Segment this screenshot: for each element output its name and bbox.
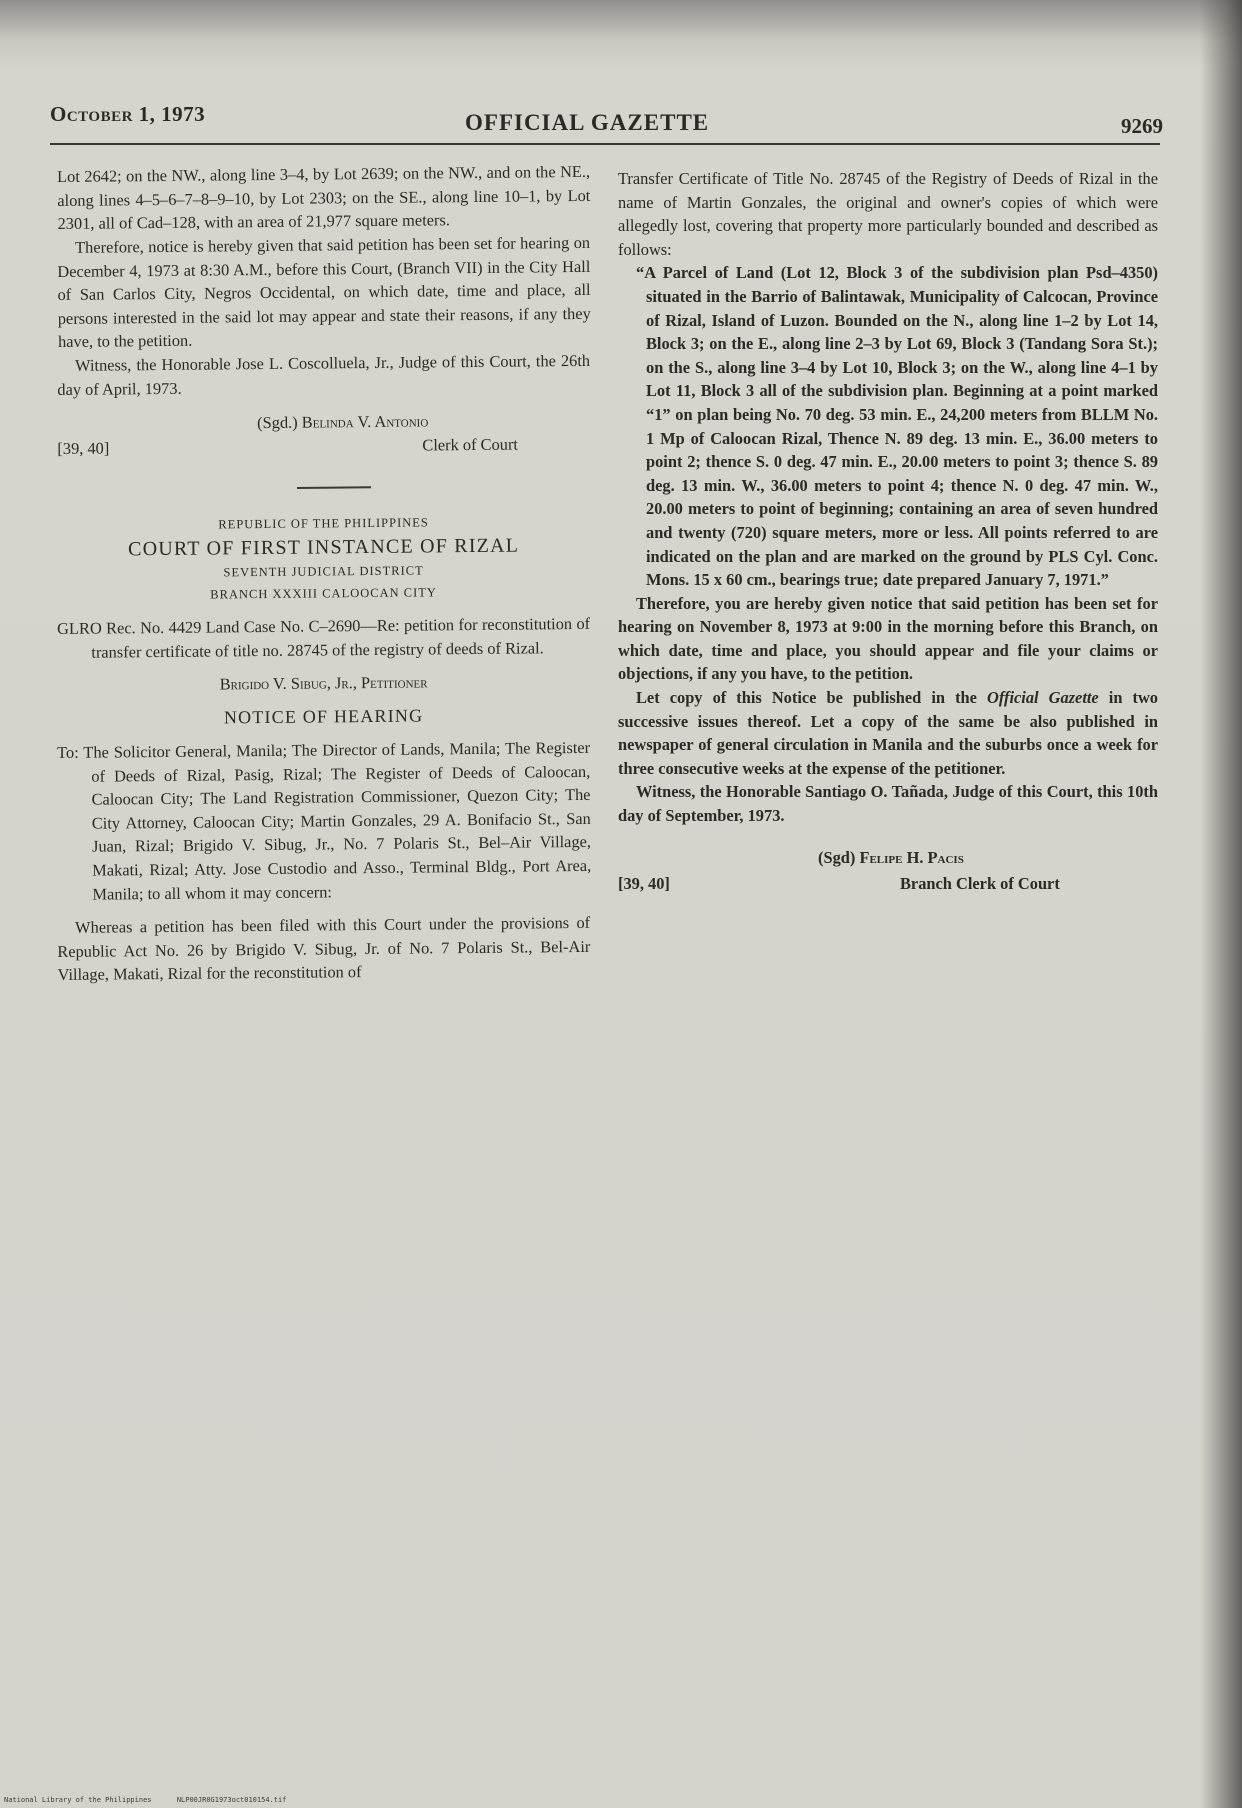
- page-number: 9269: [1121, 114, 1163, 138]
- petitioner-line: Brigido V. Sibug, Jr., Petitioner: [219, 672, 428, 694]
- right-sig-ref: [39, 40]: [618, 873, 670, 893]
- publish-text-b: in two successive issues thereof. Let a copy of the same be also published in newspaper of general circulation in Manila and the suburbs once a week for three consecutive weeks at the expense of the petitioner.: [618, 688, 1158, 778]
- land-description: “A Parcel of Land (Lot 12, Block 3 of the subdivision plan Psd–4350) situated in the Barrio of Balintawak, Municipality of Calcocan, Province of Rizal, Island of Luzon. Bounded on the N., along line 1–2 by Lot 14, Block 3; on the E., along line 2–3 by Lot 69, Block 3 (Tandang Sora St.); on the S., along line 3–4 by Lot 10, Block 3; on the W., along line 4–1 by Lot 11, Block 3 all of the subdivision plan. Beginning at a point marked “1” on plan being No. 70 deg. 53 min. E., 24,200 meters from BLLM No. 1 Mp of Caloocan Rizal, Thence N. 89 deg. 13 min. E., 36.00 meters to point 2; thence S. 0 deg. 47 min. E., 20.00 meters to point 3; thence S. 89 deg. 13 min. W., 36.00 meters to point 4; thence N. 0 deg. 47 min. W., 20.00 meters to point of beginning; containing an area of seven hundred and twenty (720) square meters, more or less. All points referred to are indicated on the plan and are marked on the ground by PLS Cyl. Conc. Mons. 15 x 60 cm., bearings true; date prepared January 7, 1971.”: [636, 263, 1158, 590]
- publish-text-italic: Official Gazette: [986, 688, 1099, 708]
- left-para-1: Lot 2642; on the NW., along line 3–4, by Lot 2639; on the NW., and on the NE., along lines 4–5–6–7–8–9–10, by Lot 2303; on the SE., along line 10–1, by Lot 2301, all of Cad–128, with an area of 21,977 square meters.: [57, 161, 591, 234]
- right-signature-line: [818, 846, 964, 870]
- right-para-3: [618, 686, 1158, 780]
- left-sig-signed: (Sgd.): [257, 412, 298, 433]
- page-header: [50, 98, 1163, 142]
- right-signature-block: [618, 846, 1158, 902]
- scan-edge-shadow: [1200, 0, 1242, 1808]
- left-signature-line: [257, 409, 428, 434]
- court-republic: REPUBLIC OF THE PHILIPPINES: [218, 515, 429, 532]
- publish-text-a: Let copy of this Notice be published in the: [636, 688, 987, 708]
- court-district: SEVENTH JUDICIAL DISTRICT: [223, 563, 424, 580]
- right-para-4: Witness, the Honorable Santiago O. Tañada, Judge of this Court, this 10th day of September, 1973.: [618, 782, 1158, 826]
- left-column: [57, 161, 592, 987]
- left-sig-name: Belinda V. Antonio: [301, 411, 429, 432]
- header-rule: [50, 143, 1160, 145]
- left-para-3: Witness, the Honorable Jose L. Coscolluela, Jr., Judge of this Court, the 26th day of April, 1973.: [57, 350, 591, 399]
- right-sig-title: Branch Clerk of Court: [900, 873, 1060, 893]
- right-para-1: Transfer Certificate of Title No. 28745 of the Registry of Deeds of Rizal in the name of Martin Gonzales, the original and owner's copies of which were allegedly lost, covering that property more particularly bounded and described as follows:: [618, 169, 1158, 259]
- left-para-2: Therefore, notice is hereby given that said petition has been set for hearing on December 4, 1973 at 8:30 A.M., before this Court, (Branch VII) in the City Hall of San Carlos City, Negros Occidental, on which date, time and place, all persons interested in the said lot may appear and state their reasons, if any they have, to the petition.: [57, 232, 591, 352]
- right-sig-name: Felipe H. Pacis: [859, 847, 964, 867]
- footer-file-id: NLP00JR0G1973oct010154.tif: [176, 1796, 287, 1804]
- footer-library: National Library of the Philippines: [4, 1796, 152, 1804]
- addressees: To: The Solicitor General, Manila; The Director of Lands, Manila; The Register of Deeds of Rizal, Pasig, Rizal; The Register of Deeds of Caloocan, Caloocan City; The Land Registration Commissioner, Quezon City; The City Attorney, Caloocan City; Martin Gonzales, 29 A. Bonifacio St., San Juan, Rizal; Brigido V. Sibug, Jr., No. 7 Polaris St., Bel–Air Village, Makati, Rizal; Atty. Jose Custodio and Asso., Terminal Bldg., Port Area, Manila; to all whom it may concern:: [57, 738, 592, 904]
- right-column: [618, 167, 1158, 902]
- court-name: COURT OF FIRST INSTANCE OF RIZAL: [128, 534, 520, 561]
- right-para-2: Therefore, you are hereby given notice that said petition has been set for hearing on November 8, 1973 at 9:00 in the morning before this Branch, on which date, time and place, you should appear and file your claims or objections, if any you have, to the petition.: [618, 593, 1158, 684]
- whereas-para: Whereas a petition has been filed with this Court under the provisions of Republic Act No. 26 by Brigido V. Sibug, Jr. of No. 7 Polaris St., Bel-Air Village, Makati, Rizal for the reconstitution of: [57, 913, 591, 985]
- header-title: OFFICIAL GAZETTE: [465, 110, 710, 135]
- left-sig-title: Clerk of Court: [422, 434, 519, 455]
- left-sig-ref: [39, 40]: [57, 438, 110, 458]
- section-divider: [297, 486, 371, 489]
- right-sig-signed: (Sgd): [818, 847, 856, 867]
- court-branch: BRANCH XXXIII CALOOCAN CITY: [210, 585, 437, 602]
- case-caption: GLRO Rec. No. 4429 Land Case No. C–2690—Re: petition for reconstitution of transfer certificate of title no. 28745 of the registry of deeds of Rizal.: [57, 613, 591, 662]
- header-date: October 1, 1973: [50, 102, 206, 126]
- scan-footer: [4, 1796, 286, 1804]
- left-signature-block: [57, 406, 590, 461]
- notice-title: NOTICE OF HEARING: [223, 705, 424, 728]
